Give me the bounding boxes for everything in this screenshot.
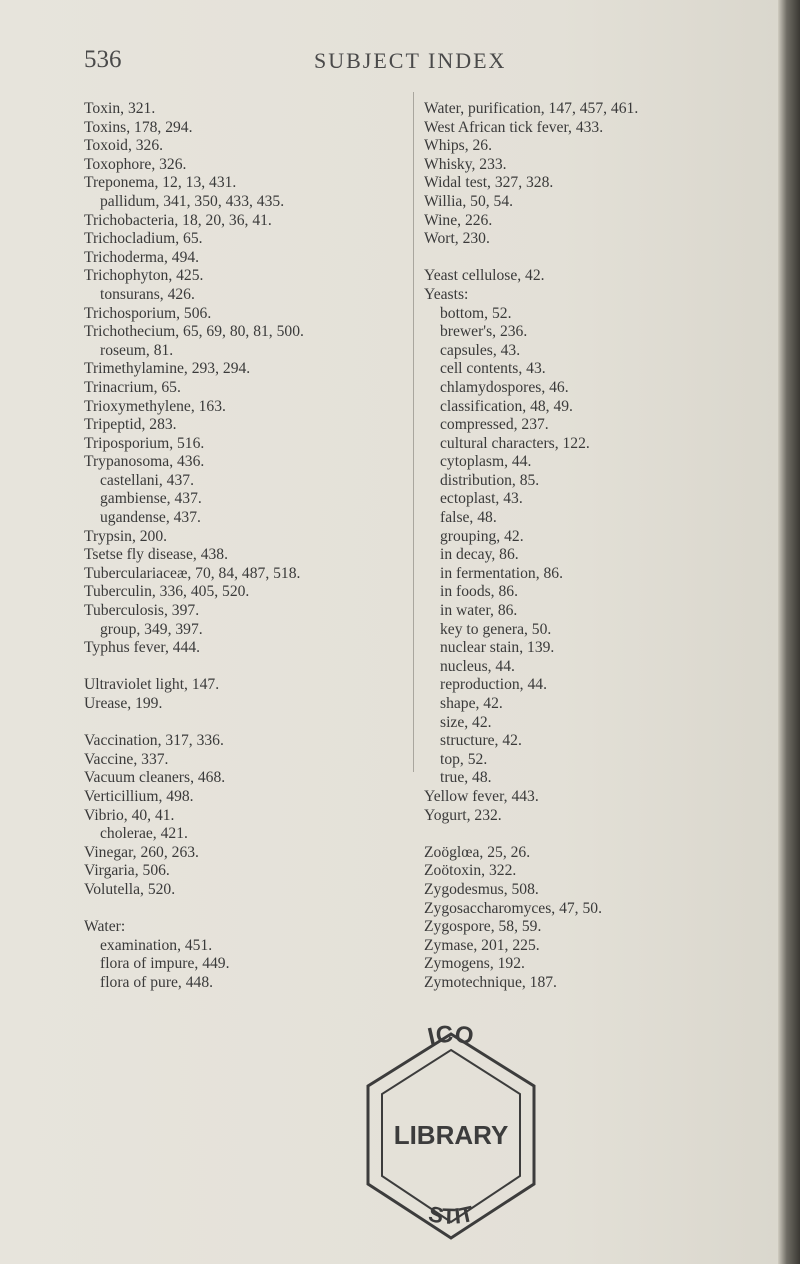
index-entry: Tuberculariaceæ, 70, 84, 487, 518. xyxy=(84,564,301,582)
index-subentry: castellani, 437. xyxy=(100,471,194,489)
index-entry: Volutella, 520. xyxy=(84,880,176,898)
index-subentry: in decay, 86. xyxy=(440,546,519,564)
index-subentry: in foods, 86. xyxy=(440,583,518,601)
index-subentry: roseum, 81. xyxy=(100,341,174,359)
running-title: SUBJECT INDEX xyxy=(314,48,507,73)
index-entry: Triposporium, 516. xyxy=(84,434,205,452)
index-entry: Wort, 230. xyxy=(424,230,490,248)
index-subentry: cholerae, 421. xyxy=(100,825,188,843)
index-subentry: key to genera, 50. xyxy=(440,620,552,638)
entry-gap xyxy=(84,658,414,677)
index-subentry: flora of impure, 449. xyxy=(100,955,230,973)
entry-gap xyxy=(84,714,414,733)
index-subentry: ectoplast, 43. xyxy=(440,490,523,508)
index-column-left xyxy=(84,100,414,993)
index-entry: Willia, 50, 54. xyxy=(424,192,514,210)
index-entry: Whisky, 233. xyxy=(424,155,507,173)
index-entry: Water, purification, 147, 457, 461. xyxy=(424,100,639,117)
index-entry: Toxoid, 326. xyxy=(84,137,164,155)
stamp-center-text: LIBRARY xyxy=(393,1120,509,1150)
index-entry: Tsetse fly disease, 438. xyxy=(84,546,228,564)
index-subentry: true, 48. xyxy=(440,769,492,787)
index-subentry: brewer's, 236. xyxy=(440,323,528,341)
index-subentry: classification, 48, 49. xyxy=(440,397,573,415)
index-subentry: pallidum, 341, 350, 433, 435. xyxy=(100,192,285,210)
index-entry: Trichophyton, 425. xyxy=(84,267,204,285)
index-entry: Tripeptid, 283. xyxy=(84,416,177,434)
index-subentry: ugandense, 437. xyxy=(100,509,201,527)
index-subentry: size, 42. xyxy=(440,713,492,731)
index-entry: Tuberculin, 336, 405, 520. xyxy=(84,583,250,601)
index-entry: Trichobacteria, 18, 20, 36, 41. xyxy=(84,211,272,229)
index-entry: Urease, 199. xyxy=(84,695,163,712)
index-entry: Wine, 226. xyxy=(424,211,493,229)
index-column-right xyxy=(424,100,754,993)
index-entry: Vacuum cleaners, 468. xyxy=(84,769,226,787)
stamp-arc-bottom: STIT xyxy=(426,1200,476,1229)
index-entry: Toxin, 321. xyxy=(84,100,156,117)
index-subentry: shape, 42. xyxy=(440,695,503,712)
index-subentry: cell contents, 43. xyxy=(440,360,546,378)
index-subentry: compressed, 237. xyxy=(440,416,549,434)
index-subentry: flora of pure, 448. xyxy=(100,973,214,991)
index-entry: Zoötoxin, 322. xyxy=(424,862,517,880)
index-subentry: examination, 451. xyxy=(100,936,213,954)
column-divider xyxy=(413,92,414,772)
index-entry: Zymotechnique, 187. xyxy=(424,973,557,991)
index-subentry: gambiense, 437. xyxy=(100,490,202,508)
index-entry: Vaccination, 317, 336. xyxy=(84,732,224,750)
library-stamp xyxy=(358,1016,544,1246)
index-entry: Toxins, 178, 294. xyxy=(84,118,193,136)
index-entry: Trichoderma, 494. xyxy=(84,248,200,266)
index-subentry: top, 52. xyxy=(440,750,488,768)
svg-text:ICO xyxy=(425,1021,475,1051)
index-subentry: capsules, 43. xyxy=(440,341,521,359)
index-subentry: reproduction, 44. xyxy=(440,676,547,694)
index-entry: Trinacrium, 65. xyxy=(84,378,181,396)
index-entry: West African tick fever, 433. xyxy=(424,118,604,136)
index-entry: Tuberculosis, 397. xyxy=(84,602,200,620)
index-entry: Zoöglœa, 25, 26. xyxy=(424,843,531,861)
page-number: 536 xyxy=(84,46,122,73)
index-subentry: bottom, 52. xyxy=(440,304,512,322)
index-entry: Zygospore, 58, 59. xyxy=(424,918,542,936)
index-subentry: false, 48. xyxy=(440,509,497,527)
index-subentry: grouping, 42. xyxy=(440,527,524,545)
index-entry: Vibrio, 40, 41. xyxy=(84,806,175,824)
index-subentry: nucleus, 44. xyxy=(440,657,515,675)
index-entry: Yellow fever, 443. xyxy=(424,787,539,805)
index-entry: Zygodesmus, 508. xyxy=(424,880,539,898)
index-entry: Verticillium, 498. xyxy=(84,787,194,805)
index-subentry: distribution, 85. xyxy=(440,471,540,489)
index-entry: Trichosporium, 506. xyxy=(84,304,212,322)
index-subentry: group, 349, 397. xyxy=(100,620,203,638)
index-entry: Toxophore, 326. xyxy=(84,155,187,173)
index-subentry: chlamydospores, 46. xyxy=(440,378,569,396)
index-subentry: tonsurans, 426. xyxy=(100,285,195,303)
index-entry: Yogurt, 232. xyxy=(424,806,502,824)
index-entry: Vaccine, 337. xyxy=(84,750,169,768)
index-entry: Vinegar, 260, 263. xyxy=(84,843,199,861)
stamp-arc-top: ICO xyxy=(425,1020,476,1051)
index-entry: Trimethylamine, 293, 294. xyxy=(84,360,251,378)
library-stamp-graphic xyxy=(358,1016,544,1246)
index-entry: Zygosaccharomyces, 47, 50. xyxy=(424,899,602,917)
index-entry: Whips, 26. xyxy=(424,137,493,155)
index-entry: Yeasts: xyxy=(424,285,469,303)
entry-gap xyxy=(424,249,754,268)
index-entry: Typhus fever, 444. xyxy=(84,639,201,657)
index-entry: Trichothecium, 65, 69, 80, 81, 500. xyxy=(84,323,304,341)
entry-gap xyxy=(84,900,414,919)
index-entry: Virgaria, 506. xyxy=(84,862,170,880)
index-entry: Trioxymethylene, 163. xyxy=(84,397,226,415)
index-entry: Water: xyxy=(84,918,126,936)
page-header xyxy=(84,46,724,86)
page-edge-shadow xyxy=(778,0,800,1264)
index-entry: Ultraviolet light, 147. xyxy=(84,676,220,694)
index-entry: Trypanosoma, 436. xyxy=(84,453,205,471)
index-entry: Widal test, 327, 328. xyxy=(424,174,554,192)
index-entry: Yeast cellulose, 42. xyxy=(424,267,545,285)
index-entry: Treponema, 12, 13, 431. xyxy=(84,174,237,192)
svg-text:STIT xyxy=(426,1201,476,1229)
index-entry: Zymase, 201, 225. xyxy=(424,936,540,954)
index-entry: Zymogens, 192. xyxy=(424,955,525,973)
index-subentry: in water, 86. xyxy=(440,602,518,620)
entry-gap xyxy=(424,825,754,844)
index-subentry: structure, 42. xyxy=(440,732,522,750)
index-subentry: cytoplasm, 44. xyxy=(440,453,532,471)
index-subentry: cultural characters, 122. xyxy=(440,434,590,452)
index-entry: Trichocladium, 65. xyxy=(84,230,203,248)
index-subentry: nuclear stain, 139. xyxy=(440,639,555,657)
index-subentry: in fermentation, 86. xyxy=(440,564,563,582)
index-entry: Trypsin, 200. xyxy=(84,527,168,545)
